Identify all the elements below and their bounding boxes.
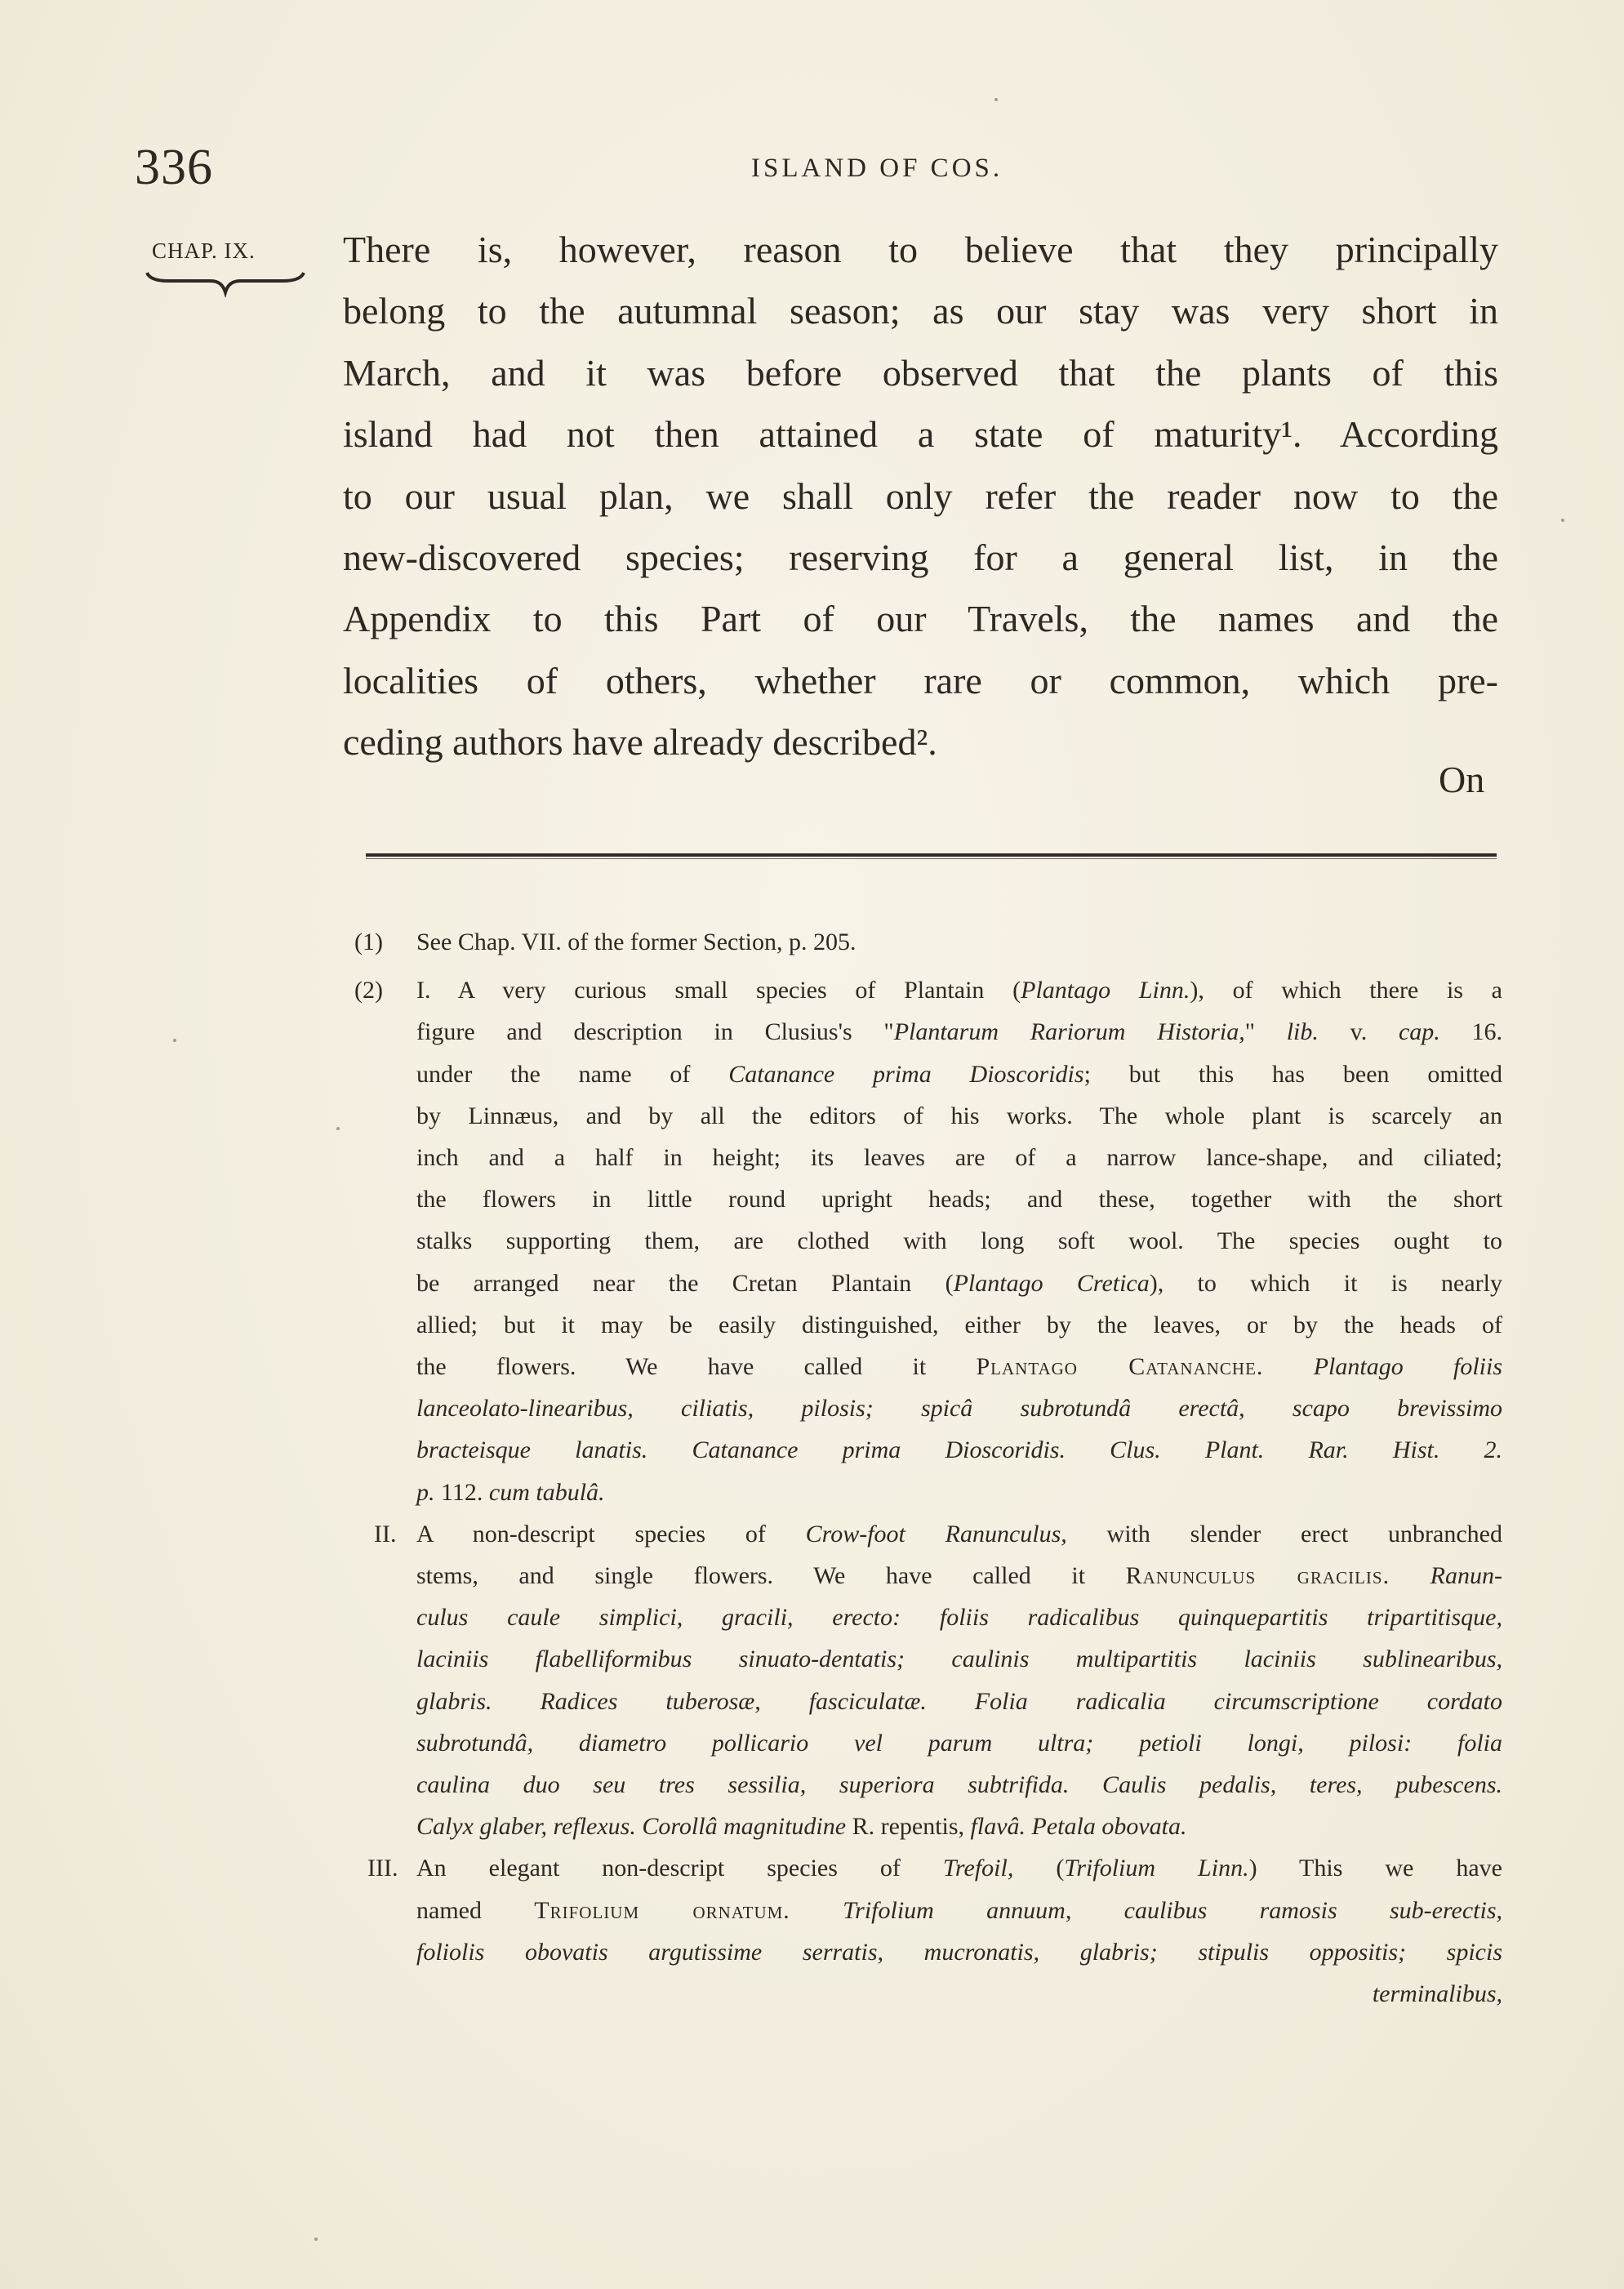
note-line: allied; but it may be easily distinguished, either by the leaves, or by the heads of (416, 1311, 1502, 1338)
text-run: be arranged near the Cretan Plantain ( (416, 1269, 954, 1297)
text-run: R. (852, 1813, 875, 1841)
note-line: foliolis obovatis argutissime serratis, mucronatis, glabris; stipulis oppositis; spicis (416, 1938, 1502, 1966)
text-run: ) This we have (1248, 1855, 1502, 1882)
text-run (790, 1897, 843, 1924)
text-run: Calyx glaber, reflexus. Corollâ magnitudine (416, 1813, 852, 1841)
text-run: figure and description in Clusius's " (416, 1018, 894, 1046)
species-entry-2 (354, 1513, 1514, 1848)
page-number: 336 (135, 140, 213, 195)
note-line (416, 1847, 1502, 1889)
text-run: Plantarum Rariorum Historia, (893, 1018, 1245, 1046)
note-line (416, 1472, 1502, 1513)
note-line (416, 1890, 1502, 1931)
footnote-2 (354, 969, 1514, 2015)
species-name: Plantago Catananche. (976, 1353, 1264, 1381)
text-run (1263, 1353, 1313, 1380)
scan-speck (314, 2238, 318, 2241)
entry-numeral: III. (367, 1855, 398, 1882)
text-run: An elegant non-descript species of (416, 1855, 943, 1882)
body-line: localities of others, whether rare or common, which pre- (343, 659, 1498, 701)
footnote-divider (366, 853, 1497, 857)
note-line (416, 1011, 1502, 1053)
note-line: inch and a half in height; its leaves are of a narrow lance-shape, and ciliated; (416, 1144, 1502, 1172)
note-line: lanceolato-linearibus, ciliatis, pilosis; spicâ subrotundâ erectâ, scapo brevissimo (416, 1395, 1502, 1423)
text-run: cum tabulâ. (488, 1478, 605, 1506)
body-line: Appendix to this Part of our Travels, the names and the (343, 598, 1498, 640)
note-line (416, 1346, 1502, 1387)
text-run: cap. (1398, 1018, 1440, 1046)
text-run: under the name of (416, 1060, 729, 1088)
scan-speck (1561, 519, 1564, 522)
body-line: March, and it was before observed that the plants of this (343, 351, 1498, 394)
note-line (416, 969, 1502, 1011)
text-run: ( (1013, 1855, 1065, 1882)
body-line: ceding authors have already described². (343, 721, 937, 764)
body-line: island had not then attained a state of maturity¹. According (343, 413, 1498, 456)
note-line: bracteisque lanatis. Catanance prima Dioscoridis. Clus. Plant. Rar. Hist. 2. (416, 1436, 1502, 1464)
species-entry-3 (354, 1847, 1514, 2015)
text-run: lib. (1286, 1018, 1319, 1046)
note-line: by Linnæus, and by all the editors of his works. The whole plant is scarcely an (416, 1102, 1502, 1129)
text-run: " (1244, 1018, 1287, 1046)
note-line: culus caule simplici, gracili, erecto: foliis radicalibus quinquepartitis tripartitisque, (416, 1604, 1502, 1632)
text-run: Trifolium annuum, caulibus ramosis sub-erectis, (843, 1896, 1503, 1924)
catchword-note: terminalibus, (1372, 1980, 1502, 2008)
body-line: belong to the autumnal season; as our stay was very short in (343, 290, 1498, 332)
text-run (1390, 1562, 1430, 1589)
text-run: Plantago Cretica (953, 1269, 1150, 1297)
text-run: Trifolium Linn. (1064, 1855, 1249, 1882)
text-run: p. (416, 1478, 435, 1506)
body-line: to our usual plan, we shall only refer the reader now to the (343, 474, 1498, 517)
chapter-label: CHAP. IX. (152, 238, 256, 263)
text-run: Plantago foliis (1313, 1353, 1503, 1381)
note-line (416, 1263, 1502, 1304)
footnote-1 (354, 921, 1514, 963)
species-entry-1 (354, 969, 1514, 1513)
note-line (416, 1806, 1502, 1847)
note-line (416, 1053, 1502, 1095)
text-run: Trefoil, (942, 1855, 1014, 1882)
note-line: subrotundâ, diametro pollicario vel parum ultra; petioli longi, pilosi: folia (416, 1729, 1502, 1757)
scan-speck (994, 98, 998, 101)
text-run: v. (1318, 1018, 1399, 1046)
body-line: There is, however, reason to believe that they principally (343, 229, 1498, 270)
scan-speck (336, 1127, 340, 1130)
species-name: Ranunculus gracilis. (1125, 1562, 1390, 1590)
text-run: ; but this has been omitted (1083, 1060, 1502, 1088)
note-line: glabris. Radices tuberosæ, fasciculatæ. Folia radicalia circumscriptione cordato (416, 1687, 1502, 1715)
note-line: laciniis flabelliformibus sinuato-dentatis; caulinis multipartitis laciniis sublinearibus, (416, 1645, 1502, 1673)
species-name: Trifolium ornatum. (534, 1896, 790, 1924)
note-line: the flowers in little round upright heads; and these, together with the short (416, 1186, 1502, 1214)
text-run: Ranun- (1430, 1562, 1502, 1590)
text-run: Plantago Linn. (1021, 977, 1190, 1004)
running-title: ISLAND OF COS. (751, 154, 1003, 183)
body-paragraph (343, 219, 1498, 773)
text-run: 112. (434, 1478, 489, 1506)
body-line: new-discovered species; reserving for a general list, in the (343, 537, 1498, 579)
text-run: with slender erect unbranched (1066, 1520, 1502, 1548)
footnote-marker: (1) (354, 929, 383, 955)
catchword: On (1439, 759, 1485, 800)
footnotes (354, 921, 1514, 2015)
entry-numeral: I. (416, 977, 431, 1004)
text-run: repentis, (874, 1813, 965, 1841)
chapter-brace-ornament (144, 269, 307, 297)
text-run: flavâ. Petala obovata. (964, 1813, 1187, 1841)
text-run: Catanance prima Dioscoridis (728, 1060, 1084, 1088)
note-line: caulina duo seu tres sessilia, superiora subtrifida. Caulis pedalis, teres, pubescens. (416, 1771, 1502, 1799)
note-line: stalks supporting them, are clothed with long soft wool. The species ought to (416, 1227, 1502, 1255)
footnote-marker: (2) (354, 977, 383, 1004)
text-run: stems, and single flowers. We have called it (416, 1562, 1126, 1590)
text-run: the flowers. We have called it (416, 1353, 977, 1381)
text-run: 16. (1439, 1018, 1503, 1046)
text-run: named (416, 1896, 535, 1924)
scan-speck (173, 1039, 176, 1042)
text-run: ), to which it is nearly (1149, 1269, 1503, 1297)
text-run: A non-descript species of (416, 1520, 806, 1548)
entry-numeral: II. (374, 1520, 397, 1548)
note-line (416, 1513, 1502, 1555)
footnote-text: See Chap. VII. of the former Section, p. 205. (416, 929, 856, 955)
text-run: A very curious small species of Plantain ( (457, 977, 1021, 1004)
text-run: Crow-foot Ranunculus, (805, 1520, 1067, 1548)
note-line (416, 1555, 1502, 1597)
text-run: ), of which there is a (1190, 977, 1503, 1004)
